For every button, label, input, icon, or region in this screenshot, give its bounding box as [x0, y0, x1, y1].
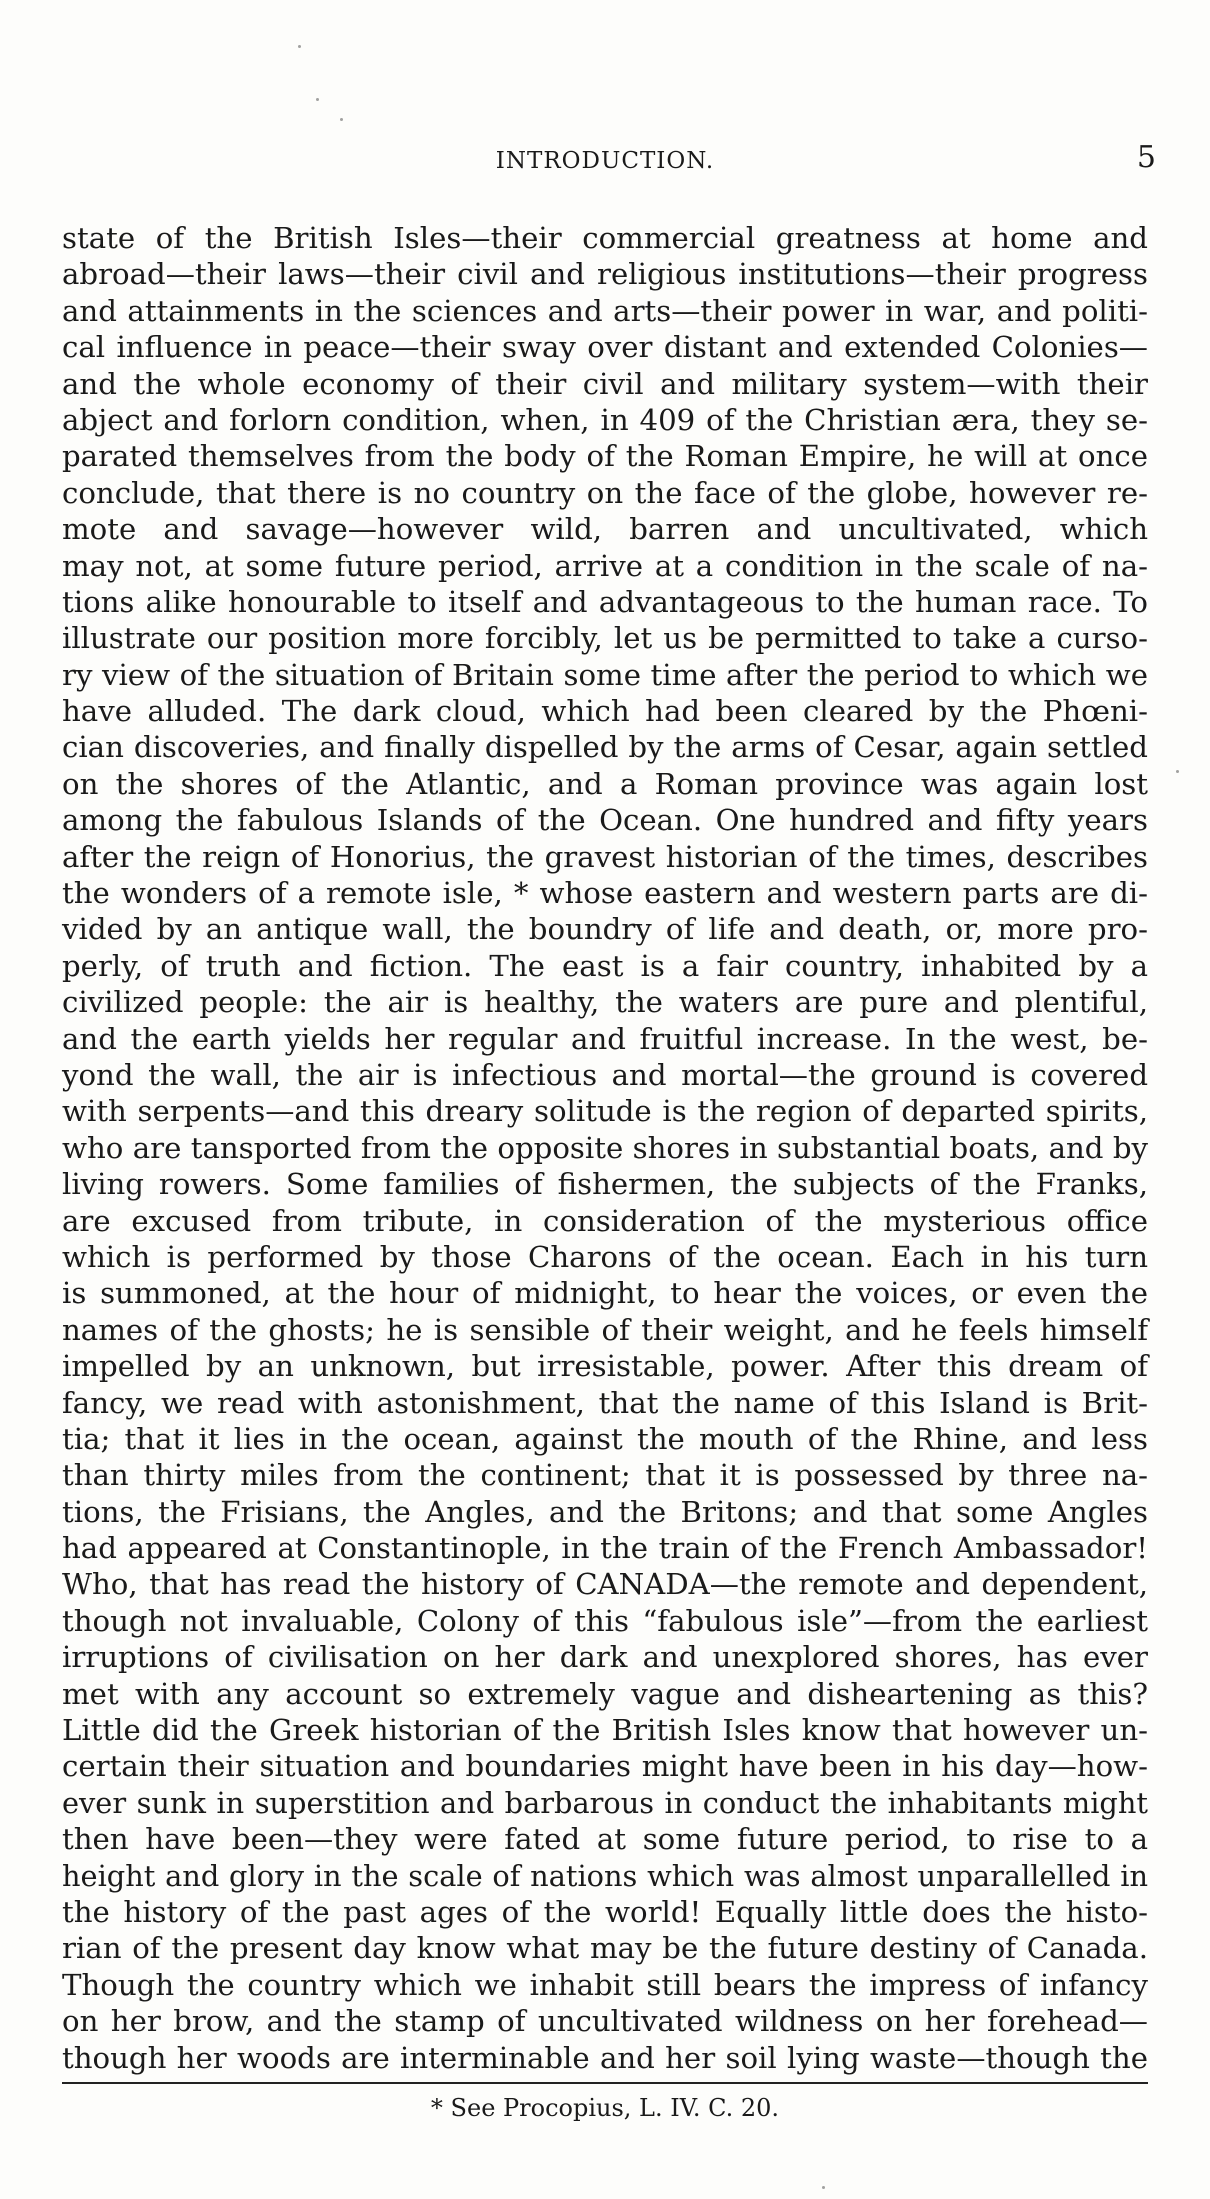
- print-speck: [298, 45, 301, 48]
- text-line: certain their situation and boundaries might have been in his day—how-: [62, 1749, 1148, 1784]
- text-line: and the earth yields her regular and fruitful increase. In the west, be-: [62, 1021, 1148, 1056]
- text-line: civilized people: the air is healthy, the waters are pure and plentiful,: [62, 985, 1148, 1020]
- footnote: * See Procopius, L. IV. C. 20.: [430, 2094, 780, 2122]
- text-line: had appeared at Constantinople, in the train of the French Ambassador!: [62, 1531, 1148, 1566]
- text-line: and the whole economy of their civil and military system—with their: [62, 366, 1148, 401]
- print-speck: [822, 2186, 825, 2189]
- print-speck: [1176, 770, 1179, 773]
- text-line: the history of the past ages of the world! Equally little does the histo-: [62, 1894, 1148, 1929]
- text-line: have alluded. The dark cloud, which had been cleared by the Phœni-: [62, 694, 1148, 729]
- text-line: living rowers. Some families of fishermen, the subjects of the Franks,: [62, 1167, 1148, 1202]
- text-line: though her woods are interminable and her soil lying waste—though the: [62, 2040, 1148, 2075]
- text-line: ever sunk in superstition and barbarous in conduct the inhabitants might: [62, 1785, 1148, 1820]
- text-line: abroad—their laws—their civil and religious institutions—their progress: [62, 257, 1148, 292]
- text-line: cian discoveries, and finally dispelled by the arms of Cesar, again settled: [62, 730, 1148, 765]
- body-text: [62, 220, 1148, 2076]
- text-line: tia; that it lies in the ocean, against the mouth of the Rhine, and less: [62, 1421, 1148, 1456]
- text-line: and attainments in the sciences and arts—their power in war, and politi-: [62, 293, 1148, 328]
- text-line: ry view of the situation of Britain some time after the period to which we: [62, 657, 1148, 692]
- text-line: met with any account so extremely vague and disheartening as this?: [62, 1676, 1148, 1711]
- text-line: tions alike honourable to itself and advantageous to the human race. To: [62, 584, 1148, 619]
- text-line: vided by an antique wall, the boundry of life and death, or, more pro-: [62, 912, 1148, 947]
- text-line: height and glory in the scale of nations which was almost unparallelled in: [62, 1858, 1148, 1893]
- text-line: illustrate our position more forcibly, let us be permitted to take a curso-: [62, 621, 1148, 656]
- print-speck: [340, 118, 343, 121]
- text-line: are excused from tribute, in consideration of the mysterious office: [62, 1203, 1148, 1238]
- text-line: after the reign of Honorius, the gravest historian of the times, describes: [62, 839, 1148, 874]
- text-line: fancy, we read with astonishment, that the name of this Island is Brit-: [62, 1385, 1148, 1420]
- text-line: than thirty miles from the continent; that it is possessed by three na-: [62, 1458, 1148, 1493]
- text-line: state of the British Isles—their commercial greatness at home and: [62, 221, 1148, 255]
- text-line: conclude, that there is no country on the face of the globe, however re-: [62, 475, 1148, 510]
- text-line: irruptions of civilisation on her dark and unexplored shores, has ever: [62, 1640, 1148, 1675]
- text-line: tions, the Frisians, the Angles, and the Britons; and that some Angles: [62, 1494, 1148, 1529]
- text-line: may not, at some future period, arrive at a condition in the scale of na-: [62, 548, 1148, 583]
- text-line: is summoned, at the hour of midnight, to hear the voices, or even the: [62, 1276, 1148, 1311]
- text-line: Though the country which we inhabit still bears the impress of infancy: [62, 1967, 1148, 2002]
- text-line: perly, of truth and fiction. The east is a fair country, inhabited by a: [62, 948, 1148, 983]
- text-line: impelled by an unknown, but irresistable, power. After this dream of: [62, 1349, 1148, 1384]
- text-line: among the fabulous Islands of the Ocean. One hundred and fifty years: [62, 803, 1148, 838]
- text-line: cal influence in peace—their sway over distant and extended Colonies—: [62, 330, 1148, 365]
- text-line: abject and forlorn condition, when, in 409 of the Christian æra, they se-: [62, 402, 1148, 437]
- running-head: INTRODUCTION.: [495, 148, 715, 174]
- text-line: though not invaluable, Colony of this “fabulous isle”—from the earliest: [62, 1603, 1148, 1638]
- text-line: who are tansported from the opposite shores in substantial boats, and by: [62, 1130, 1148, 1165]
- text-line: parated themselves from the body of the Roman Empire, he will at once: [62, 439, 1148, 474]
- print-speck: [316, 98, 319, 101]
- text-line: mote and savage—however wild, barren and uncultivated, which: [62, 512, 1148, 547]
- footnote-rule: [62, 2082, 1148, 2084]
- text-line: which is performed by those Charons of the ocean. Each in his turn: [62, 1239, 1148, 1274]
- text-line: Little did the Greek historian of the British Isles know that however un-: [62, 1713, 1148, 1748]
- page-header: [60, 140, 1156, 188]
- page-number: 5: [1136, 140, 1156, 175]
- text-line: yond the wall, the air is infectious and mortal—the ground is covered: [62, 1057, 1148, 1092]
- text-line: rian of the present day know what may be the future destiny of Canada.: [62, 1931, 1148, 1966]
- text-line: Who, that has read the history of CANADA—the remote and dependent,: [62, 1567, 1148, 1602]
- text-line: on the shores of the Atlantic, and a Roman province was again lost: [62, 766, 1148, 801]
- text-line: names of the ghosts; he is sensible of their weight, and he feels himself: [62, 1312, 1148, 1347]
- text-line: on her brow, and the stamp of uncultivated wildness on her forehead—: [62, 2004, 1148, 2039]
- text-line: then have been—they were fated at some future period, to rise to a: [62, 1822, 1148, 1857]
- text-line: with serpents—and this dreary solitude is the region of departed spirits,: [62, 1094, 1148, 1129]
- text-line: the wonders of a remote isle, * whose eastern and western parts are di-: [62, 876, 1148, 911]
